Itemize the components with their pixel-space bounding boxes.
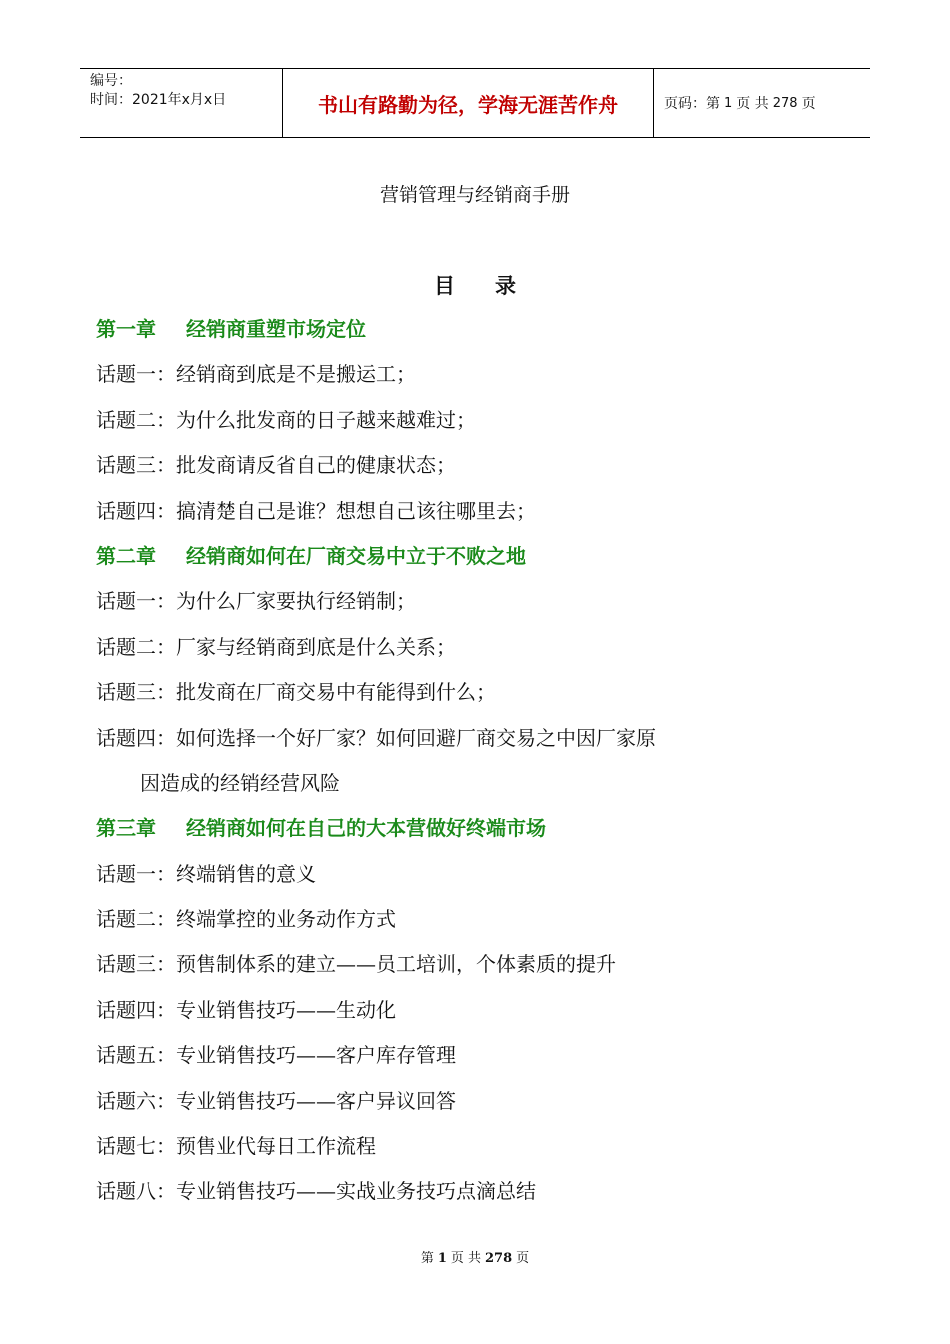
page-footer [0, 1247, 950, 1266]
toc-entry[interactable]: 话题四：如何选择一个好厂家？如何回避厂商交易之中因厂家原 [96, 725, 656, 750]
footer-page-total: 278 [485, 1251, 513, 1266]
toc-entry[interactable]: 话题八：专业销售技巧——实战业务技巧点滴总结 [96, 1179, 536, 1204]
table-of-contents [96, 314, 876, 1222]
toc-heading: 目录 [434, 273, 556, 298]
toc-entry[interactable]: 话题三：批发商请反省自己的健康状态； [96, 453, 456, 478]
header-page-current: 1 [724, 95, 733, 111]
chapter-heading[interactable] [96, 314, 876, 359]
toc-entry[interactable]: 话题二：终端掌控的业务动作方式 [96, 907, 396, 932]
header-page-prefix: 页码：第 [664, 96, 720, 112]
chapter-heading[interactable] [96, 813, 876, 858]
header-meta [80, 69, 282, 137]
toc-entry[interactable]: 话题四：专业销售技巧——生动化 [96, 997, 396, 1022]
header-page-info [654, 69, 870, 137]
header-date: 时间：2021年x月x日 [90, 92, 227, 108]
header-page-mid: 页 共 [736, 96, 769, 112]
footer-suffix: 页 [516, 1251, 530, 1266]
toc-entry-continuation[interactable]: 因造成的经销经营风险 [140, 770, 340, 795]
toc-entry[interactable]: 话题二：厂家与经销商到底是什么关系； [96, 634, 456, 659]
toc-entry[interactable]: 话题一：为什么厂家要执行经销制； [96, 589, 416, 614]
chapter-title: 经销商如何在自己的大本营做好终端市场 [186, 816, 546, 841]
toc-entry[interactable]: 话题四：搞清楚自己是谁？想想自己该往哪里去； [96, 498, 536, 523]
footer-page-current: 1 [437, 1251, 447, 1266]
toc-entry[interactable]: 话题二：为什么批发商的日子越来越难过； [96, 407, 476, 432]
toc-entry[interactable]: 话题七：预售业代每日工作流程 [96, 1134, 376, 1159]
chapter-number: 第三章 [96, 816, 156, 841]
chapter-number: 第一章 [96, 317, 156, 341]
chapter-heading[interactable] [96, 541, 876, 586]
toc-entry[interactable]: 话题五：专业销售技巧——客户库存管理 [96, 1043, 456, 1068]
header-page-total: 278 [772, 95, 798, 111]
chapter-title: 经销商重塑市场定位 [186, 317, 366, 341]
header-motto: 书山有路勤为径，学海无涯苦作舟 [282, 69, 654, 137]
toc-entry[interactable]: 话题一：终端销售的意义 [96, 861, 316, 886]
toc-entry[interactable]: 话题三：预售制体系的建立——员工培训，个体素质的提升 [96, 952, 616, 977]
chapter-title: 经销商如何在厂商交易中立于不败之地 [186, 543, 526, 568]
header-number-label: 编号： [90, 73, 132, 89]
page-header [80, 68, 870, 138]
chapter-number: 第二章 [96, 543, 156, 568]
header-page-suffix: 页 [801, 96, 816, 112]
document-title: 营销管理与经销商手册 [379, 184, 570, 206]
toc-entry[interactable]: 话题三：批发商在厂商交易中有能得到什么； [96, 680, 496, 705]
toc-entry[interactable]: 话题六：专业销售技巧——客户异议回答 [96, 1088, 456, 1113]
footer-prefix: 第 [420, 1251, 434, 1266]
footer-mid: 页 共 [450, 1251, 482, 1266]
toc-entry[interactable]: 话题一：经销商到底是不是搬运工； [96, 362, 416, 387]
